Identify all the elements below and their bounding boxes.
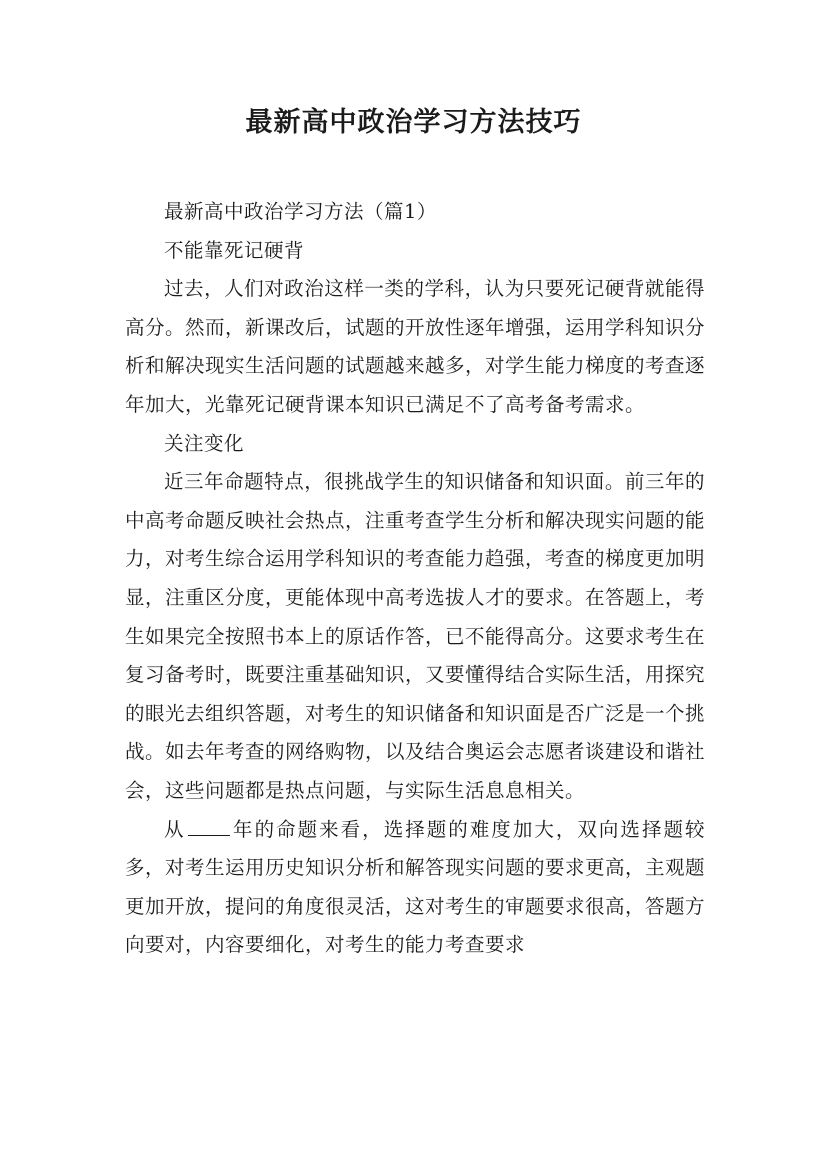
document-title: 最新高中政治学习方法技巧 xyxy=(245,107,582,138)
document-body xyxy=(125,193,705,965)
body-paragraph: 过去，人们对政治这样一类的学科，认为只要死记硬背就能得高分。然而，新课改后，试题的开放性逐年增强，运用学科知识分析和解决现实生活问题的试题越来越多，对学生能力梯度的考查逐年加大，光靠死记硬背课本知识已满足不了高考备考需求。 xyxy=(125,277,706,416)
body-paragraph-with-blank xyxy=(125,811,705,965)
subheading-focus-on-changes: 关注变化 xyxy=(164,431,245,455)
paragraph-text-before-blank: 从 xyxy=(164,817,186,841)
subheading-no-rote-memorization: 不能靠死记硬背 xyxy=(164,238,305,262)
paragraph-text-after-blank: 年的命题来看，选择题的难度加大，双向选择题较多，对考生运用历史知识分析和解答现实问题的要求更高，主观题更加开放，提问的角度很灵活，这对考生的审题要求很高，答题方向要对，内容要细化，对考生的能力考查要求 xyxy=(125,817,706,957)
section-heading: 最新高中政治学习方法（篇1） xyxy=(164,200,437,223)
fill-in-blank xyxy=(188,817,230,836)
body-paragraph: 近三年命题特点，很挑战学生的知识储备和知识面。前三年的中高考命题反映社会热点，注重考查学生分析和解决现实问题的能力，对考生综合运用学科知识的考查能力趋强，考查的梯度更加明显，注重区分度，更能体现中高考选拔人才的要求。在答题上，考生如果完全按照书本上的原话作答，已不能得高分。这要求考生在复习备考时，既要注重基础知识，又要懂得结合实际生活，用探究的眼光去组织答题，对考生的知识储备和知识面是否广泛是一个挑战。如去年考查的网络购物，以及结合奥运会志愿者谈建设和谐社会，这些问题都是热点问题，与实际生活息息相关。 xyxy=(125,470,706,802)
